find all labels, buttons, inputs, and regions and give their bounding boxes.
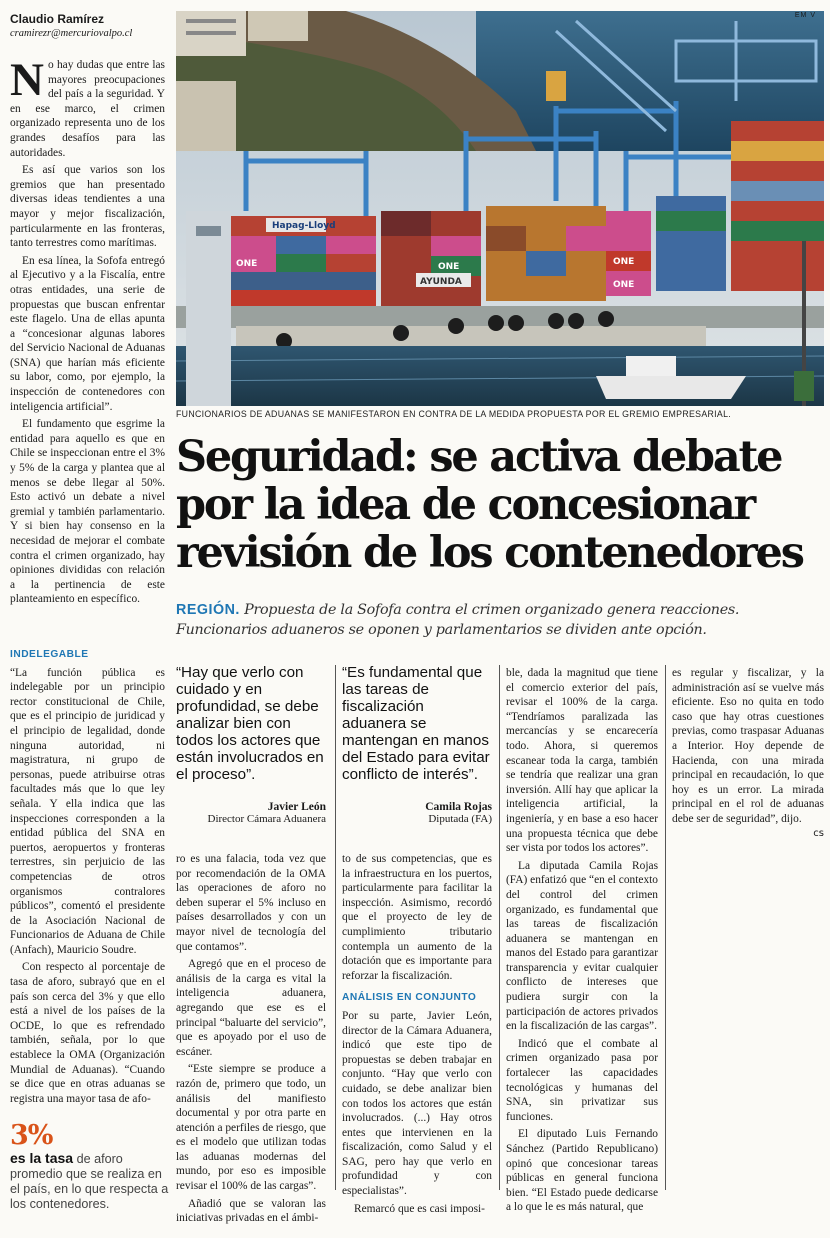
author-name: Claudio Ramírez: [10, 12, 105, 26]
stat-number: 3%: [10, 1120, 53, 1151]
stat-text: de aforo promedio que se realiza en el país, en lo que respecta a los contenedores.: [10, 1152, 169, 1211]
pull-quote-1: [176, 664, 326, 825]
deck-line: Propuesta de la Sofofa contra el crimen organizado genera reacciones.: [244, 602, 740, 618]
container-label: ONE: [236, 259, 258, 269]
photo-caption: FUNCIONARIOS DE ADUANAS SE MANIFESTARON EN CONTRA DE LA MEDIDA PROPUESTA POR EL GREMIO EMPRESARIAL.: [176, 409, 732, 419]
column-3: [342, 852, 492, 1216]
headline-line: por la idea de concesionar: [176, 480, 754, 530]
container-label: ONE: [613, 257, 635, 267]
stat-lead: es la tasa: [10, 1150, 74, 1166]
column-divider: [335, 665, 336, 1190]
column-1-bottom: [10, 648, 165, 1106]
paragraph: Con respecto al porcentaje de tasa de aforo, subrayó que en el país son cerca del 3% y que ello está a nivel de los países de la OCDE, lo que es refrendado también, señala, por lo que establece la OMA (Organización Mundial de Aduanas). “Cuando se dice que en otras aduanas se registra una mayor tasa de afo-: [10, 961, 165, 1105]
section-label[interactable]: REGIÓN.: [176, 602, 240, 618]
deck: [176, 600, 826, 640]
paragraph: ble, dada la magnitud que tiene el comercio exterior del país, revisar el 100% de la carga. “Tendríamos paralizada las mercancías y se encarecería todo. Ahora, si queremos escanear toda la carga, también se tendría que realizar una gran inversión. Allí hay que aplicar la inteligencia artificial, la ingeniería, y en base a eso hacer una propuesta técnica que debe ser vista por todos los actores”.: [506, 667, 658, 855]
column-2: [176, 852, 326, 1226]
quote-text: “Hay que verlo con cuidado y en profundidad, se debe analizar bien con todos los actores que están involucrados en el proceso”.: [176, 664, 324, 783]
paragraph: El fundamento que esgrime la entidad para aquello es que en Chile se inspeccionan entre el 3% y 5% de la carga y plantea que al menos se debe llegar al 50%. Esto activó un debate a nivel gremial y también parlamentario. Y si bien hay consenso en la necesidad de mejorar el combate contra el crimen organizado, hay opiniones divididas con relación a la pertinencia de este planteamiento en específico.: [10, 418, 165, 606]
container-label: ONE: [613, 280, 635, 290]
paragraph: Añadió que se valoran las iniciativas privadas en el ámbi-: [176, 1197, 326, 1225]
paragraph: o hay dudas que entre las mayores preocupaciones del país a la seguridad. Y en ese marco, el crimen organizado representa uno de los grandes desafíos para las autoridades.: [10, 59, 165, 159]
end-mark-icon: cs: [813, 827, 824, 839]
subhead-indelegable: INDELEGABLE: [10, 649, 89, 660]
paragraph: La diputada Camila Rojas (FA) enfatizó que “en el contexto del control del crimen organizado, es fundamental que las tareas de fiscalización aduanera se mantengan en manos del Estado para garantizar transparencia y evitar cualquier conflicto de intereses que pudiera surgir con la participación de actores privados en la fiscalización de las cargas”.: [506, 859, 658, 1033]
stat-description: [10, 1151, 170, 1212]
pull-quote-2: [342, 664, 492, 825]
paragraph: “Este siempre se produce a razón de, primero que todo, un análisis del manifiesto documental y por otra parte en atención a perfiles de riesgo, que es el modelo que utilizan todas las aduanas modernas del mundo, por eso es imposible revisar el 100% de las cargas”.: [176, 1063, 326, 1193]
paragraph: es regular y fiscalizar, y la administración así se vuelve más eficiente. Eso no quita en todo caso que hay otras cuestiones previas, como traspasar Aduanas a Interior. Hoy depende de Hacienda, con una mirada principal en recaudación, lo que hoy es un error. La mirada principal en el rol de aduanas debe ser de seguridad”, dijo.: [672, 667, 824, 825]
paragraph: Es así que varios son los gremios que han presentado diversas ideas tendientes a una mayor y mejor fiscalización, particularmente en las fronteras, tanto terrestres como marítimas.: [10, 164, 165, 250]
port-photo: [176, 11, 824, 406]
paragraph: Indicó que el combate al crimen organizado pasa por fortalecer las capacidades tecnológicas y humanas del SNA, sin privatizar sus funciones.: [506, 1037, 658, 1123]
author-email[interactable]: cramirezr@mercuriovalpo.cl: [10, 28, 133, 39]
paragraph: to de sus competencias, que es la infraestructura en los puertos, particularmente para facilitar la inspección. Asimismo, recordó que el proyecto de ley de cumplimiento tributario contempla un aumento de la dotación que es importante para reforzar la fiscalización.: [342, 853, 492, 982]
headline-line: Seguridad: se activa debate: [176, 432, 782, 482]
headline: [176, 433, 826, 577]
stat-box: [10, 1120, 170, 1212]
container-label: AYUNDA: [420, 277, 462, 287]
paragraph: “La función pública es indelegable por un principio rector constitucional de Chile, que es el principio de juridicad y el principio de legalidad, donde ninguna autoridad, ni magistratura, ni grupo de personas, puede atribuirse otras facultades más que lo que ley señala. Y ella indica que las inspecciones corresponden a la entidad pública del SNA en puertos, aeropuertos y fronteras terrestres, sin perjuicio de las competencias de otros organismos contralores públicos”, comentó el presidente de la Asociación Nacional de Funcionarios de Aduana de Chile (Anfach), Mauricio Soudre.: [10, 666, 165, 956]
container-label: Hapag-Lloyd: [272, 221, 336, 231]
column-4: [506, 666, 658, 1215]
paragraph: El diputado Luis Fernando Sánchez (Partido Republicano) opinó que concesionar tareas públicas en general funciona bien. “El Estado puede dedicarse a lo que le es más natural, que: [506, 1128, 658, 1214]
paragraph: Remarcó que es casi imposi-: [354, 1202, 485, 1215]
column-divider: [665, 665, 666, 1190]
paragraph: Por su parte, Javier León, director de la Cámara Aduanera, indicó que este tipo de propuestas se deben trabajar en conjunto. “Hay que verlo con cuidado, se debe analizar bien con todos los actores que están involucrados. (...) Hay otros entes que intervienen en la fiscalización, como Salud y el SAG, pero hay que verlo en profundidad y con especialistas”.: [342, 1009, 492, 1198]
quote-author-role: Director Cámara Aduanera: [207, 813, 326, 825]
quote-author: Camila Rojas: [425, 801, 492, 813]
column-divider: [499, 665, 500, 1190]
paragraph: ro es una falacia, toda vez que por recomendación de la OMA las operaciones de aforo no deben superar el 5% incluso en países desarrollados y con un mayor nivel de tecnología del que contamos”.: [176, 853, 326, 953]
drop-cap: N: [10, 54, 44, 106]
deck-line: Funcionarios aduaneros se oponen y parlamentarios se dividen ante opción.: [176, 622, 707, 638]
quote-author-role: Diputada (FA): [428, 813, 492, 825]
quote-text: “Es fundamental que las tareas de fiscalización aduanera se mantengan en manos del Estado para evitar conflicto de interés”.: [342, 664, 490, 783]
container-label: ONE: [438, 262, 460, 272]
paragraph: Agregó que en el proceso de análisis de la carga es vital la inteligencia aduanera, agregando que ese es el principal “baluarte del servicio”, que es apoyado por el uso de escáner.: [176, 958, 326, 1058]
column-5: [672, 666, 824, 841]
photo-credit: EM V: [794, 12, 816, 19]
headline-line: revisión de los contenedores: [176, 528, 803, 578]
subhead-analisis: ANÁLISIS EN CONJUNTO: [342, 992, 477, 1004]
column-1-top: [10, 54, 165, 607]
quote-author: Javier León: [267, 801, 326, 813]
paragraph: En esa línea, la Sofofa entregó al Ejecutivo y a la Fiscalía, entre otras entidades, una serie de propuestas que buscan enfrentar este flagelo. Una de ellas apunta a “concesionar algunas labores del Servicio Nacional de Aduanas (SNA) que harían más eficiente su labor, como, por ejemplo, la inspección de contenedores con inteligencia artificial”.: [10, 254, 165, 413]
port-container-illustration: [176, 11, 824, 406]
